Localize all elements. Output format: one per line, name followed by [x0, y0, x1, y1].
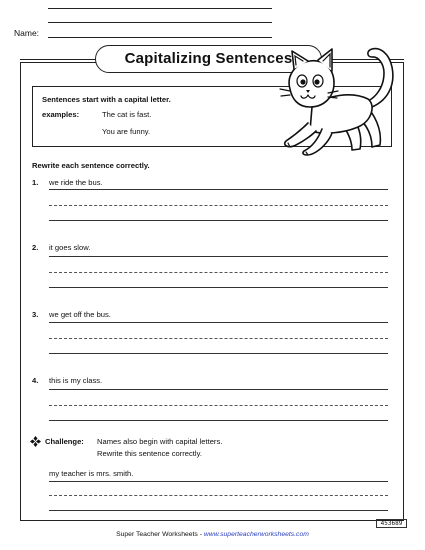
answer-line[interactable] [49, 220, 388, 221]
item-number: 3. [32, 310, 39, 319]
challenge-text: Names also begin with capital letters. [97, 437, 223, 446]
answer-midline [49, 338, 388, 339]
answer-line[interactable] [49, 287, 388, 288]
blank-line [48, 8, 272, 9]
cat-illustration [268, 39, 408, 157]
footer [0, 531, 425, 538]
challenge-sentence: my teacher is mrs. smith. [49, 469, 134, 478]
example-sentence: The cat is fast. [102, 110, 152, 119]
item-sentence: we get off the bus. [49, 310, 111, 319]
answer-line[interactable] [49, 256, 388, 257]
challenge-label: Challenge: [45, 437, 84, 446]
item-sentence: this is my class. [49, 376, 103, 385]
footer-separator: - [197, 531, 204, 538]
answer-line[interactable] [49, 510, 388, 511]
answer-midline [49, 405, 388, 406]
title-rule-left [20, 59, 96, 60]
worksheet-code: 453689 [376, 519, 407, 528]
rule-statement: Sentences start with a capital letter. [42, 95, 171, 104]
name-field-line[interactable] [48, 37, 272, 38]
item-number: 4. [32, 376, 39, 385]
answer-midline [49, 272, 388, 273]
answer-line[interactable] [49, 189, 388, 190]
challenge-text: Rewrite this sentence correctly. [97, 449, 202, 458]
answer-line[interactable] [49, 322, 388, 323]
item-number: 2. [32, 243, 39, 252]
page-title: Capitalizing Sentences [95, 45, 322, 73]
item-number: 1. [32, 178, 39, 187]
blank-line [48, 22, 272, 23]
answer-midline [49, 495, 388, 496]
answer-line[interactable] [49, 353, 388, 354]
footer-brand: Super Teacher Worksheets [116, 531, 198, 538]
example-sentence: You are funny. [102, 127, 151, 136]
answer-midline [49, 205, 388, 206]
answer-line[interactable] [49, 420, 388, 421]
instructions: Rewrite each sentence correctly. [32, 161, 150, 170]
name-label: Name: [14, 28, 40, 38]
answer-line[interactable] [49, 481, 388, 482]
diamond-cluster-icon [30, 436, 41, 447]
item-sentence: we ride the bus. [49, 178, 103, 187]
footer-link[interactable]: www.superteacherworksheets.com [203, 531, 309, 538]
item-sentence: it goes slow. [49, 243, 91, 252]
answer-line[interactable] [49, 389, 388, 390]
examples-label: examples: [42, 110, 80, 119]
